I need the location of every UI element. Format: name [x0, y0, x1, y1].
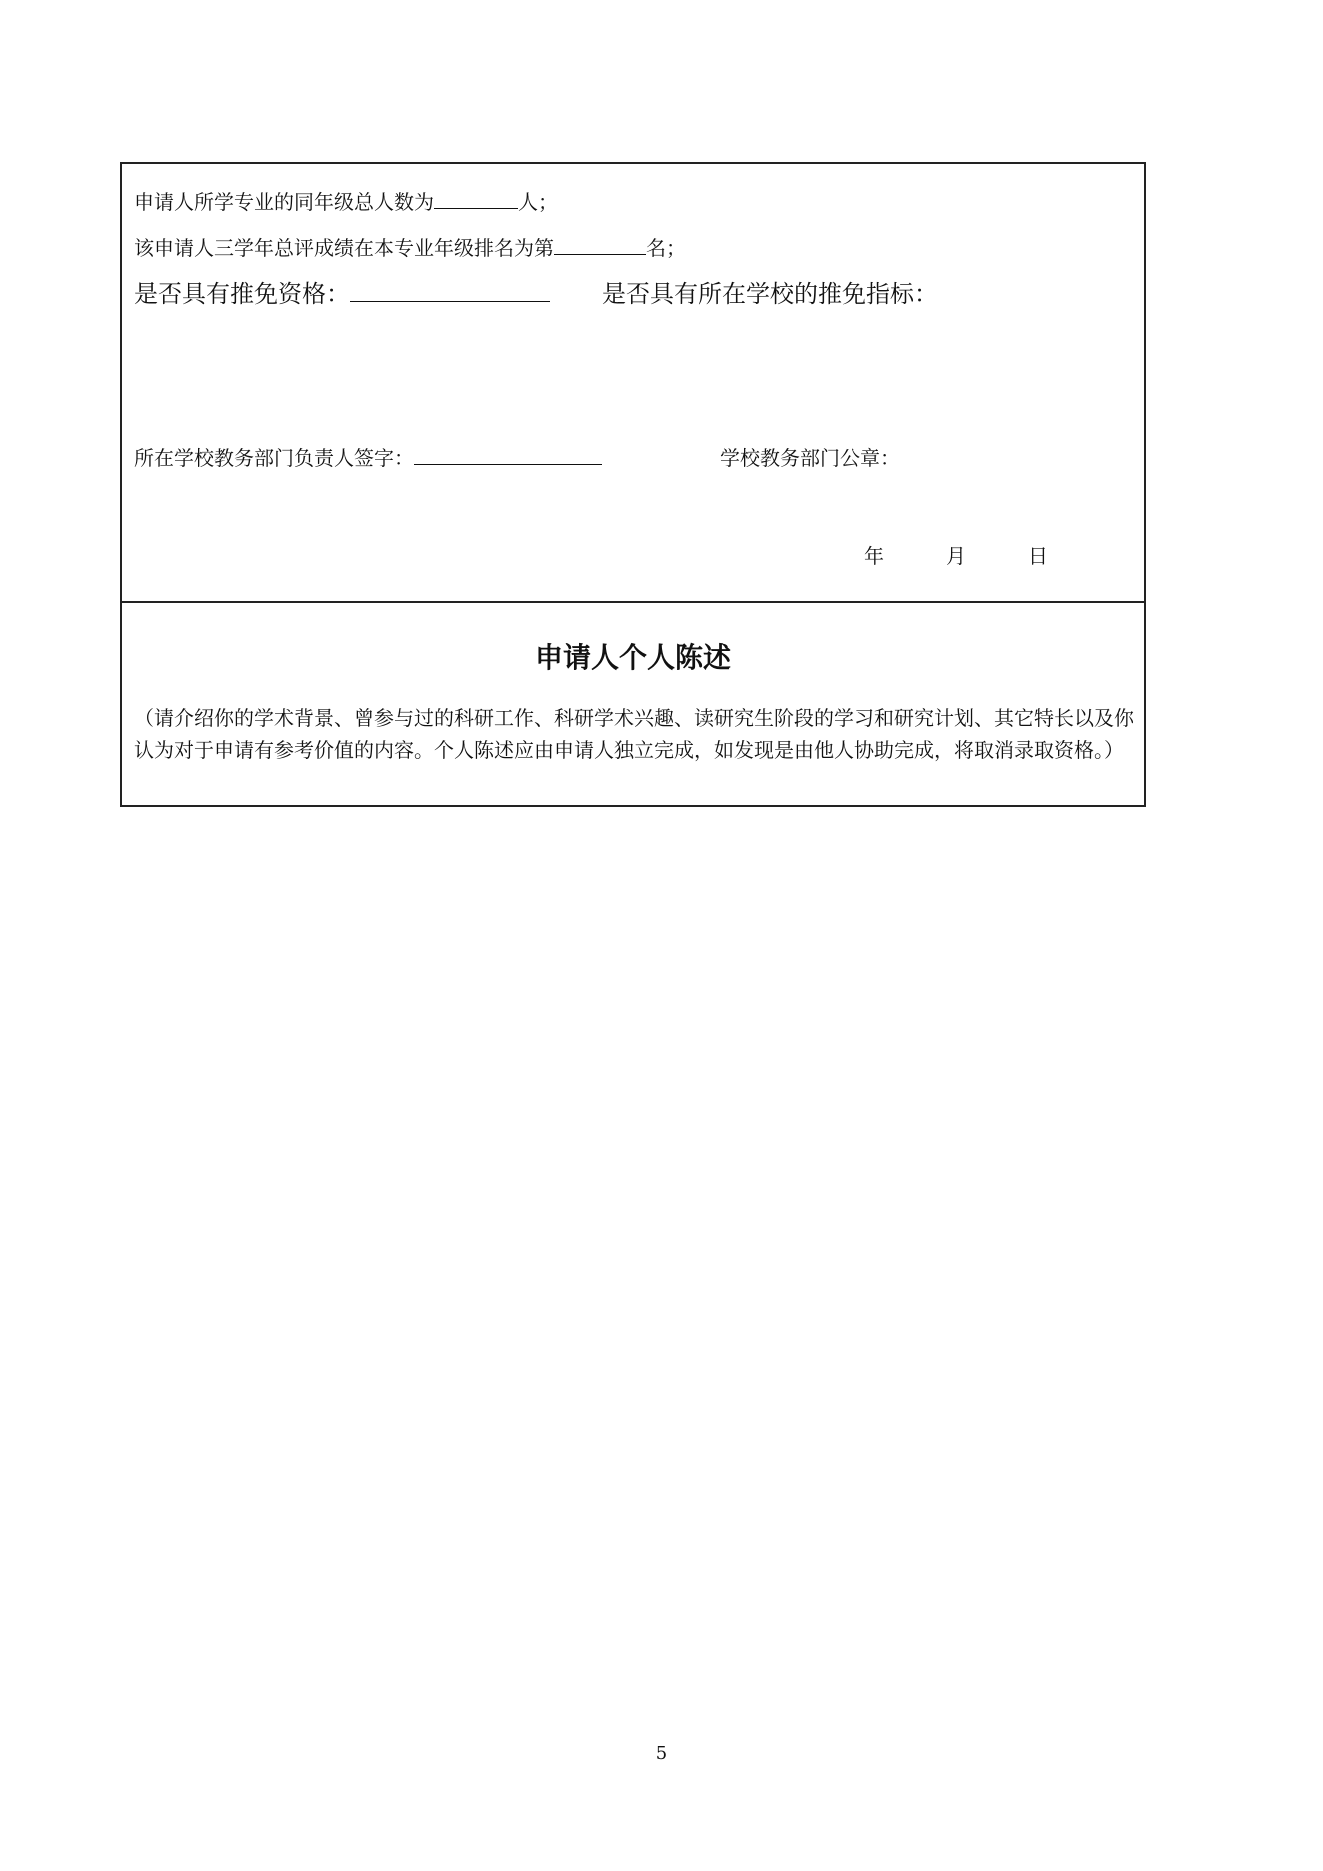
eligibility-label: 是否具有推免资格： [134, 280, 350, 308]
personal-statement-instructions: （请介绍你的学术背景、曾参与过的科研工作、科研学术兴趣、读研究生阶段的学习和研究计划、其它特长以及你认为对于申请有参考价值的内容。个人陈述应由申请人独立完成，如发现是由他人协助完成，将取消录取资格。） [134, 706, 1134, 762]
total-students-label: 申请人所学专业的同年级总人数为 [134, 190, 434, 214]
rank-line [134, 232, 686, 261]
signature-label: 所在学校教务部门负责人签字： [134, 446, 414, 470]
eligibility-line [134, 274, 550, 309]
application-form-table [120, 162, 1146, 807]
seal-line [720, 442, 900, 471]
personal-statement-title: 申请人个人陈述 [534, 641, 731, 674]
signature-blank[interactable] [414, 444, 602, 465]
rank-blank[interactable] [554, 234, 646, 255]
total-students-suffix: 人； [518, 190, 558, 214]
total-students-line [134, 186, 558, 215]
rank-suffix: 名； [646, 236, 686, 260]
page-number: 5 [655, 1743, 668, 1764]
eligibility-blank[interactable] [350, 277, 550, 302]
quota-line [602, 274, 938, 309]
quota-label: 是否具有所在学校的推免指标： [602, 280, 938, 308]
rank-label: 该申请人三学年总评成绩在本专业年级排名为第 [134, 236, 554, 260]
seal-label: 学校教务部门公章： [720, 446, 900, 470]
total-students-blank[interactable] [434, 188, 518, 209]
signature-line [134, 442, 602, 471]
school-verification-section [122, 164, 1144, 603]
date-month: 月 [946, 544, 966, 568]
date-day: 日 [1028, 544, 1048, 568]
date-year: 年 [864, 544, 884, 568]
